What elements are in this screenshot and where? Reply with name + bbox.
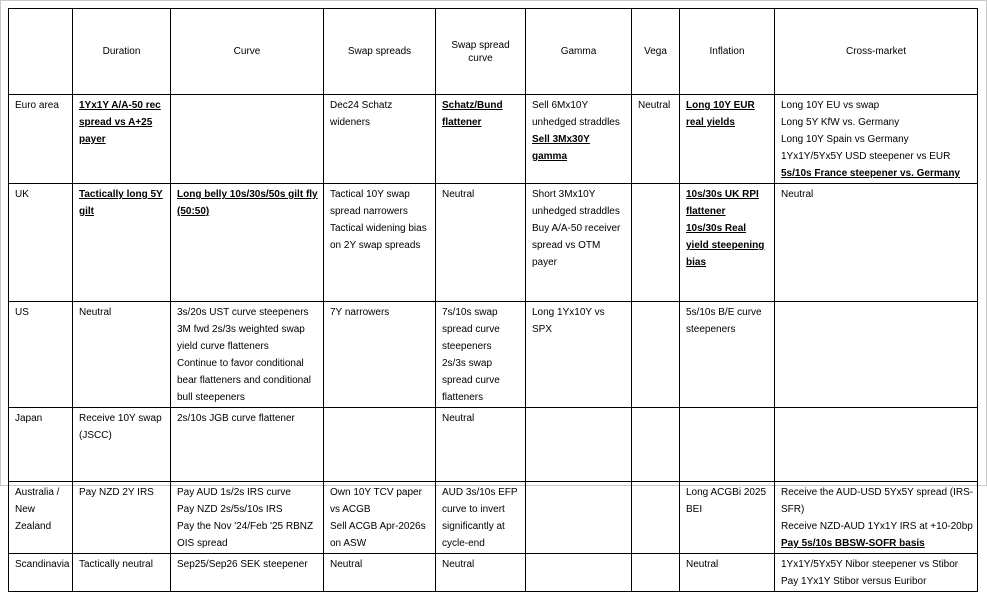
cell-duration — [73, 302, 171, 408]
region-row — [9, 408, 978, 482]
region-row — [9, 184, 978, 302]
trade-idea: Pay 5s/10s BBSW-SOFR basis — [781, 538, 925, 549]
region-label: Australia / New Zealand — [9, 482, 73, 554]
cell-swap_spread_curve — [436, 95, 526, 184]
cell-inflation — [680, 95, 775, 184]
cell-cross_market — [775, 482, 978, 554]
cell-duration — [73, 554, 171, 592]
cell-gamma — [526, 554, 632, 592]
column-header-swap_spreads: Swap spreads — [324, 9, 436, 95]
cell-curve — [171, 184, 324, 302]
cell-gamma — [526, 184, 632, 302]
cell-gamma — [526, 482, 632, 554]
trade-idea: Tactical 10Y swap spread narrowers — [330, 189, 410, 217]
region-row — [9, 554, 978, 592]
trade-idea: Neutral — [686, 559, 719, 570]
cell-swap_spreads — [324, 408, 436, 482]
cell-duration — [73, 184, 171, 302]
cell-duration — [73, 482, 171, 554]
trade-idea: Tactically neutral — [79, 559, 153, 570]
trade-idea: Dec24 Schatz wideners — [330, 100, 393, 128]
cell-inflation — [680, 302, 775, 408]
trade-idea: Long belly 10s/30s/50s gilt fly (50:50) — [177, 189, 318, 217]
trade-idea: Sell 6Mx10Y unhedged straddles — [532, 100, 620, 128]
trade-idea: 10s/30s UK RPI flattener — [686, 189, 759, 217]
corner-cell — [9, 9, 73, 95]
trade-idea: Sell 3Mx30Y gamma — [532, 134, 590, 162]
trade-idea: 1Yx1Y/5Yx5Y USD steepener vs EUR — [781, 151, 951, 162]
trade-idea: 3M fwd 2s/3s weighted swap yield curve flatteners — [177, 324, 305, 352]
cell-swap_spread_curve — [436, 184, 526, 302]
trade-idea: Long 10Y EUR real yields — [686, 100, 755, 128]
cell-swap_spread_curve — [436, 482, 526, 554]
trade-idea: Pay 1Yx1Y Stibor versus Euribor — [781, 576, 927, 587]
trade-idea: Sep25/Sep26 SEK steepener — [177, 559, 308, 570]
cell-inflation — [680, 184, 775, 302]
trade-idea: 7Y narrowers — [330, 307, 390, 318]
cell-inflation — [680, 408, 775, 482]
cell-vega — [632, 554, 680, 592]
region-label: US — [9, 302, 73, 408]
trade-idea: Receive 10Y swap (JSCC) — [79, 413, 162, 441]
trade-idea: Neutral — [442, 559, 475, 570]
cell-vega — [632, 302, 680, 408]
trade-idea: Pay NZD 2Y IRS — [79, 487, 154, 498]
cell-cross_market — [775, 302, 978, 408]
cell-swap_spread_curve — [436, 302, 526, 408]
column-header-curve: Curve — [171, 9, 324, 95]
region-label: Euro area — [9, 95, 73, 184]
trade-idea: 10s/30s Real yield steepening bias — [686, 223, 765, 268]
cell-swap_spreads — [324, 554, 436, 592]
trade-idea: Short 3Mx10Y unhedged straddles — [532, 189, 620, 217]
region-row — [9, 302, 978, 408]
trade-idea: 2s/10s JGB curve flattener — [177, 413, 295, 424]
cell-curve — [171, 554, 324, 592]
region-row — [9, 95, 978, 184]
column-header-duration: Duration — [73, 9, 171, 95]
column-header-inflation: Inflation — [680, 9, 775, 95]
trade-idea: Sell ACGB Apr-2026s on ASW — [330, 521, 426, 549]
region-row — [9, 482, 978, 554]
column-header-vega: Vega — [632, 9, 680, 95]
trade-idea: Neutral — [781, 189, 814, 200]
cell-cross_market — [775, 95, 978, 184]
cell-vega — [632, 408, 680, 482]
trade-idea: Long 5Y KfW vs. Germany — [781, 117, 900, 128]
cell-vega — [632, 184, 680, 302]
cell-gamma — [526, 95, 632, 184]
trade-idea: Tactical widening bias on 2Y swap spreads — [330, 223, 427, 251]
trade-idea: Neutral — [442, 189, 475, 200]
trade-idea: Own 10Y TCV paper vs ACGB — [330, 487, 422, 515]
trade-idea: Long ACGBi 2025 BEI — [686, 487, 767, 515]
trade-idea: Neutral — [442, 413, 475, 424]
cell-swap_spreads — [324, 482, 436, 554]
cell-swap_spreads — [324, 184, 436, 302]
trade-idea: Receive NZD-AUD 1Yx1Y IRS at +10-20bp — [781, 521, 973, 532]
cell-gamma — [526, 408, 632, 482]
trade-idea: Buy A/A-50 receiver spread vs OTM payer — [532, 223, 621, 268]
region-label: Japan — [9, 408, 73, 482]
trade-idea: 5s/10s B/E curve steepeners — [686, 307, 762, 335]
cell-curve — [171, 408, 324, 482]
column-header-gamma: Gamma — [526, 9, 632, 95]
trade-idea: 5s/10s France steepener vs. Germany — [781, 168, 960, 179]
table-header-row — [9, 9, 978, 95]
trade-idea: 1Yx1Y A/A-50 rec spread vs A+25 payer — [79, 100, 161, 145]
cell-swap_spreads — [324, 95, 436, 184]
trade-idea: Schatz/Bund flattener — [442, 100, 503, 128]
trade-idea: Receive the AUD-USD 5Yx5Y spread (IRS-SFR) — [781, 487, 974, 515]
trade-idea: Long 10Y Spain vs Germany — [781, 134, 909, 145]
cell-cross_market — [775, 554, 978, 592]
cell-gamma — [526, 302, 632, 408]
trade-idea: Pay NZD 2s/5s/10s IRS — [177, 504, 283, 515]
cell-swap_spreads — [324, 302, 436, 408]
trade-idea: Long 10Y EU vs swap — [781, 100, 880, 111]
trade-idea: Neutral — [330, 559, 363, 570]
cell-vega — [632, 482, 680, 554]
cell-curve — [171, 302, 324, 408]
trade-idea: 3s/20s UST curve steepeners — [177, 307, 309, 318]
trade-idea: Continue to favor conditional bear flatteners and conditional bull steepeners — [177, 358, 311, 403]
trade-recommendations-table — [8, 8, 978, 592]
cell-curve — [171, 95, 324, 184]
trade-idea: 1Yx1Y/5Yx5Y Nibor steepener vs Stibor — [781, 559, 959, 570]
trade-idea: AUD 3s/10s EFP curve to invert significantly at cycle-end — [442, 487, 518, 549]
trade-idea: 7s/10s swap spread curve steepeners — [442, 307, 500, 352]
cell-inflation — [680, 482, 775, 554]
trade-idea: Pay the Nov '24/Feb '25 RBNZ OIS spread — [177, 521, 314, 549]
cell-cross_market — [775, 408, 978, 482]
cell-duration — [73, 408, 171, 482]
cell-swap_spread_curve — [436, 408, 526, 482]
cell-curve — [171, 482, 324, 554]
region-label: UK — [9, 184, 73, 302]
cell-inflation — [680, 554, 775, 592]
trade-idea: 2s/3s swap spread curve flatteners — [442, 358, 500, 403]
trade-idea: Neutral — [79, 307, 112, 318]
cell-cross_market — [775, 184, 978, 302]
cell-vega — [632, 95, 680, 184]
region-label: Scandinavia — [9, 554, 73, 592]
cell-duration — [73, 95, 171, 184]
cell-swap_spread_curve — [436, 554, 526, 592]
trade-idea: Tactically long 5Y gilt — [79, 189, 163, 217]
column-header-swap_spread_curve: Swap spread curve — [436, 9, 526, 95]
column-header-cross_market: Cross-market — [775, 9, 978, 95]
trade-idea: Pay AUD 1s/2s IRS curve — [177, 487, 291, 498]
trade-idea: Long 1Yx10Y vs SPX — [532, 307, 605, 335]
trade-idea: Neutral — [638, 100, 671, 111]
